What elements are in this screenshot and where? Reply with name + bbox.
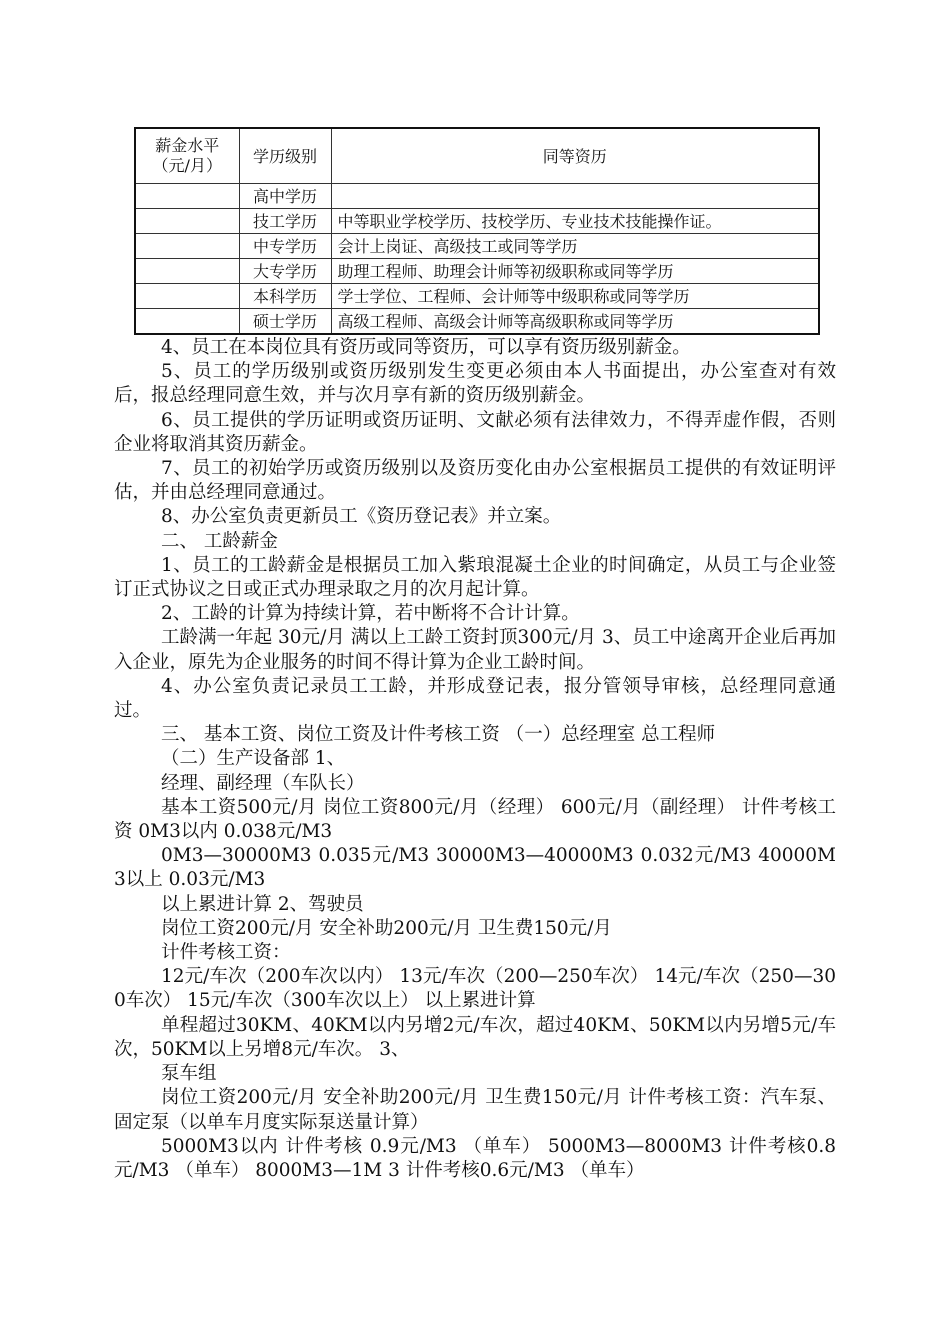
table-cell-salary-level	[135, 284, 239, 309]
paragraph: 2、工龄的计算为持续计算，若中断将不合计计算。	[161, 603, 580, 625]
section-heading: 三、 基本工资、岗位工资及计件考核工资 （一）总经理室 总工程师	[161, 724, 716, 746]
table-cell-salary-level	[135, 234, 239, 259]
paragraph: 计件考核工资：	[161, 942, 291, 964]
paragraph: 岗位工资200元/月 安全补助200元/月 卫生费150元/月 计件考核工资：汽车泵、固定泵（以单车月度实际泵送量计算）	[114, 1087, 836, 1133]
paragraph: 12元/车次（200车次以内） 13元/车次（200—250车次） 14元/车次（250—300车次） 15元/车次（300车次以上） 以上累进计算	[114, 966, 836, 1012]
table-row	[135, 234, 819, 259]
table-row	[135, 209, 819, 234]
table-header-row	[135, 128, 819, 184]
table-cell-equivalent: 学士学位、工程师、会计师等中级职称或同等学历	[331, 284, 819, 309]
paragraph: 以上累进计算 2、驾驶员	[161, 893, 364, 915]
table-cell-equivalent: 会计上岗证、高级技工或同等学历	[331, 234, 819, 259]
paragraph: 基本工资500元/月 岗位工资800元/月（经理） 600元/月（副经理） 计件考核工资 0M3以内 0.038元/M3	[114, 796, 836, 843]
table-cell-education-level: 本科学历	[239, 284, 331, 309]
table-cell-education-level: 大专学历	[239, 259, 331, 284]
table-row	[135, 309, 819, 335]
table-row	[135, 259, 819, 284]
paragraph: 0M3—30000M3 0.035元/M3 30000M3—40000M3 0.032元/M3 40000M3以上 0.03元/M3	[114, 845, 836, 891]
education-equivalence-table	[134, 127, 820, 335]
document-body	[114, 336, 836, 1183]
paragraph: 5、员工的学历级别或资历级别发生变更必须由本人书面提出，办公室查对有效后，报总经理同意生效，并与次月享有新的资历级别薪金。	[114, 361, 836, 407]
table-cell-education-level: 高中学历	[239, 184, 331, 209]
paragraph: 8、办公室负责更新员工《资历登记表》并立案。	[161, 506, 562, 528]
table-cell-equivalent: 助理工程师、助理会计师等初级职称或同等学历	[331, 259, 819, 284]
table-cell-salary-level	[135, 184, 239, 209]
column-header-salary-level: 薪金水平（元/月）	[135, 128, 239, 184]
paragraph: 4、员工在本岗位具有资历或同等资历，可以享有资历级别薪金。	[161, 337, 691, 358]
paragraph: 岗位工资200元/月 安全补助200元/月 卫生费150元/月	[161, 917, 612, 939]
table-cell-education-level: 硕士学历	[239, 309, 331, 335]
table-row	[135, 184, 819, 209]
table-cell-education-level: 中专学历	[239, 234, 331, 259]
paragraph: 经理、副经理（车队长）	[161, 772, 365, 794]
table-cell-salary-level	[135, 209, 239, 234]
paragraph: 1、员工的工龄薪金是根据员工加入紫琅混凝土企业的时间确定，从员工与企业签订正式协议之日或正式办理录取之月的次月起计算。	[114, 554, 836, 601]
table-cell-equivalent	[331, 184, 819, 209]
table-cell-education-level: 技工学历	[239, 209, 331, 234]
table-cell-salary-level	[135, 259, 239, 284]
paragraph: 4、办公室负责记录员工工龄，并形成登记表，报分管领导审核，总经理同意通过。	[114, 675, 836, 722]
table-cell-equivalent: 中等职业学校学历、技校学历、专业技术技能操作证。	[331, 209, 819, 234]
paragraph: 泵车组	[161, 1063, 217, 1085]
table-cell-equivalent: 高级工程师、高级会计师等高级职称或同等学历	[331, 309, 819, 335]
section-heading: 二、 工龄薪金	[161, 530, 278, 552]
table-cell-salary-level	[135, 309, 239, 335]
paragraph: 工龄满一年起 30元/月 满以上工龄工资封顶300元/月 3、员工中途离开企业后再加入企业，原先为企业服务的时间不得计算为企业工龄时间。	[114, 627, 836, 673]
table-row	[135, 284, 819, 309]
paragraph: （二）生产设备部 1、	[161, 748, 346, 770]
paragraph: 5000M3以内 计件考核 0.9元/M3 （单车） 5000M3—8000M3 计件考核0.8元/M3 （单车） 8000M3—1M 3 计件考核0.6元/M3 （单车）	[114, 1135, 836, 1181]
paragraph: 7、员工的初始学历或资历级别以及资历变化由办公室根据员工提供的有效证明评估，并由总经理同意通过。	[114, 458, 836, 504]
column-header-education-level: 学历级别	[239, 128, 331, 184]
paragraph: 单程超过30KM、40KM以内另增2元/车次，超过40KM、50KM以内另增5元/车次，50KM以上另增8元/车次。 3、	[114, 1014, 836, 1060]
paragraph: 6、员工提供的学历证明或资历证明、文献必须有法律效力，不得弄虚作假，否则企业将取消其资历薪金。	[114, 409, 836, 455]
column-header-equivalent-qualification: 同等资历	[331, 128, 819, 184]
